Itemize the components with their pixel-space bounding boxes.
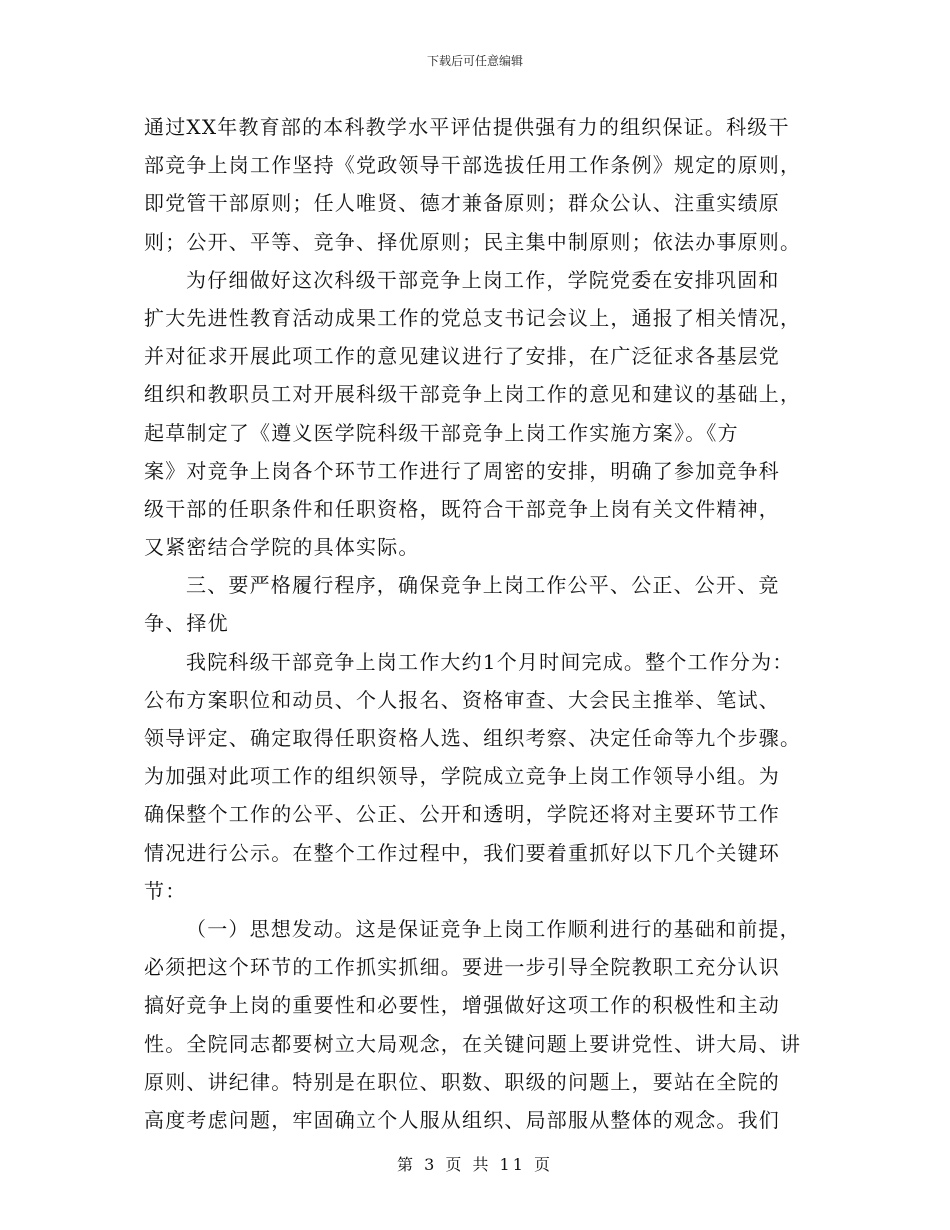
text-line: 我院科级干部竞争上岗工作大约1个月时间完成。整个工作分为： xyxy=(186,649,794,674)
text-line: 即党管干部原则；任人唯贤、德才兼备原则；群众公认、注重实绩原 xyxy=(144,191,780,216)
section-heading: 争、择优 xyxy=(144,611,229,636)
text-line: 领导评定、确定取得任职资格人选、组织考察、决定任命等九个步骤。 xyxy=(144,726,802,750)
document-body xyxy=(144,108,806,1139)
text-line: 确保整个工作的公平、公正、公开和透明，学院还将对主要环节工作 xyxy=(144,802,780,827)
text-line: 原则、讲纪律。特别是在职位、职数、职级的问题上，要站在全院的 xyxy=(144,1069,780,1094)
text-line: 并对征求开展此项工作的意见建议进行了安排，在广泛征求各基层党 xyxy=(144,344,780,369)
text-line: 搞好竞争上岗的重要性和必要性，增强做好这项工作的积极性和主动 xyxy=(144,993,780,1018)
text-line: 部竞争上岗工作坚持《党政领导干部选拔任用工作条例》规定的原则， xyxy=(144,153,802,178)
page-number: 第 3 页 共 11 页 xyxy=(397,1155,553,1174)
text-line: 性。全院同志都要树立大局观念，在关键问题上要讲党性、讲大局、讲 xyxy=(144,1031,802,1056)
text-line: 为加强对此项工作的组织领导，学院成立竞争上岗工作领导小组。为 xyxy=(144,764,780,789)
text-line: 公布方案职位和动员、个人报名、资格审查、大会民主推举、笔试、 xyxy=(144,687,780,712)
text-line: 则；公开、平等、竞争、择优原则；民主集中制原则；依法办事原则。 xyxy=(144,229,802,254)
page-header-note: 下载后可任意编辑 xyxy=(426,54,523,68)
text-line: 为仔细做好这次科级干部竞争上岗工作，学院党委在安排巩固和 xyxy=(186,267,780,292)
text-line: 又紧密结合学院的具体实际。 xyxy=(144,535,420,560)
text-line: 案》对竞争上岗各个环节工作进行了周密的安排，明确了参加竞争科 xyxy=(144,458,780,483)
text-line: 扩大先进性教育活动成果工作的党总支书记会议上，通报了相关情况， xyxy=(144,305,802,330)
text-line: 情况进行公示。在整个工作过程中，我们要着重抓好以下几个关键环 xyxy=(144,840,780,865)
text-line: （一）思想发动。这是保证竞争上岗工作顺利进行的基础和前提， xyxy=(186,916,801,941)
text-line: 节： xyxy=(144,878,187,903)
text-line: 组织和教职员工对开展科级干部竞争上岗工作的意见和建议的基础上， xyxy=(144,382,802,407)
section-heading: 三、要严格履行程序，确保竞争上岗工作公平、公正、公开、竞 xyxy=(186,573,780,598)
text-line: 必须把这个环节的工作抓实抓细。要进一步引导全院教职工充分认识 xyxy=(144,955,780,980)
text-line: 起草制定了《遵义医学院科级干部竞争上岗工作实施方案》。《方 xyxy=(144,420,739,445)
text-line: 级干部的任职条件和任职资格，既符合干部竞争上岗有关文件精神， xyxy=(144,496,780,521)
text-line: 高度考虑问题，牢固确立个人服从组织、局部服从整体的观念。我们 xyxy=(144,1107,780,1132)
text-line: 通过XX年教育部的本科教学水平评估提供强有力的组织保证。科级干 xyxy=(144,115,790,139)
